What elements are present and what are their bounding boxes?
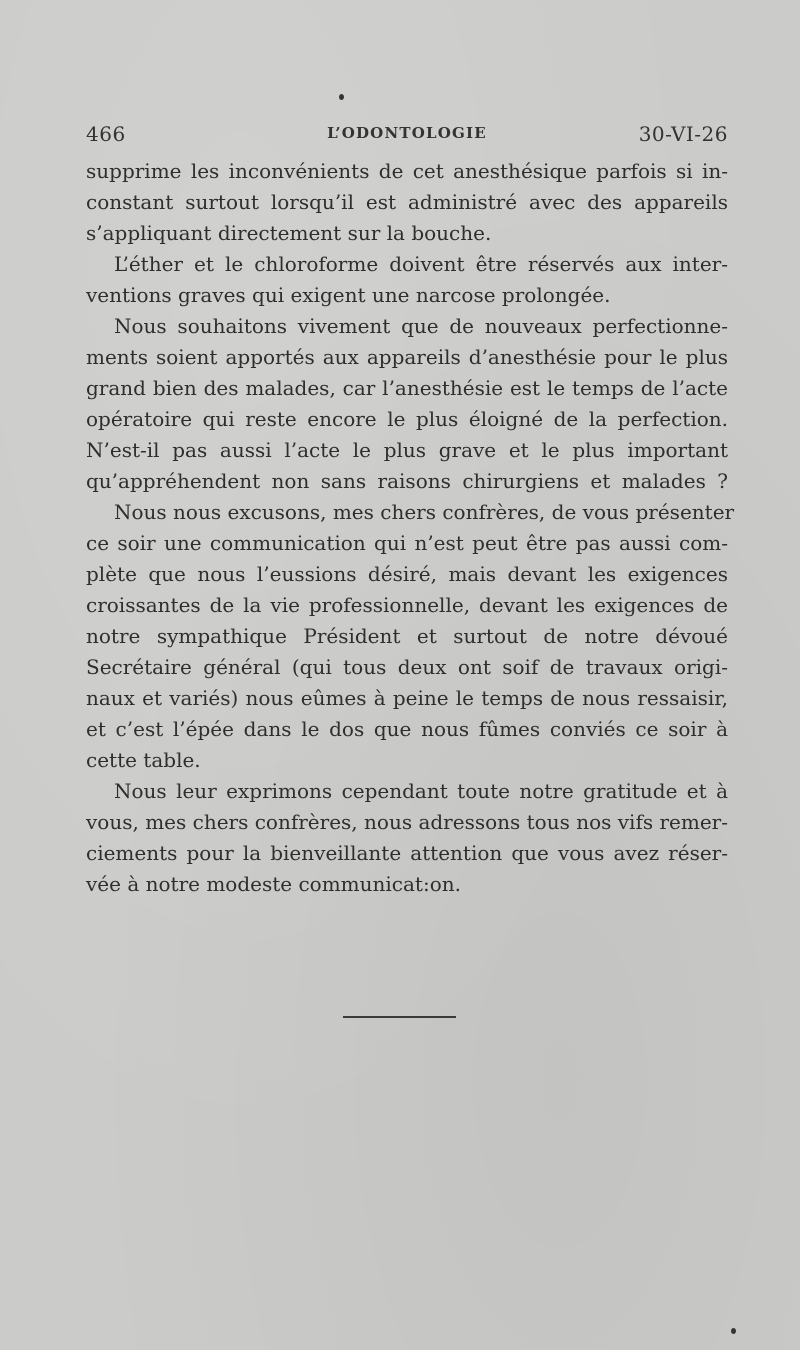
text-line: s’appliquant directement sur la bouche. [86,221,492,245]
text-line: notre sympathique Président et surtout de notre dévoué [86,624,728,648]
text-line: croissantes de la vie professionnelle, devant les exigences de [86,593,728,617]
text-line: L’éther et le chloroforme doivent être réservés aux inter- [114,252,728,276]
text-line: opératoire qui reste encore le plus éloigné de la perfection. [86,407,728,431]
text-line: constant surtout lorsqu’il est administré avec des appareils [86,190,728,214]
text-line: N’est-il pas aussi l’acte le plus grave et le plus important [86,438,728,462]
text-line: cette table. [86,748,201,772]
closing-rule [343,1016,456,1018]
text-line: ciements pour la bienveillante attention que vous avez réser- [86,841,728,865]
text-line: Secrétaire général (qui tous deux ont soif de travaux origi- [86,655,728,679]
text-line: ce soir une communication qui n’est peut être pas aussi com- [86,531,728,555]
journal-title: L’ODONTOLOGIE [327,124,487,142]
text-line: supprime les inconvénients de cet anesthésique parfois si in- [86,159,728,183]
text-line: vous, mes chers confrères, nous adressons tous nos vifs remer- [86,810,728,834]
text-line: grand bien des malades, car l’anesthésie est le temps de l’acte [86,376,728,400]
text-line: Nous nous excusons, mes chers confrères, de vous présenter [114,500,735,524]
text-line: ventions graves qui exigent une narcose prolongée. [86,283,611,307]
issue-date: 30-VI-26 [638,122,728,146]
ink-speck [339,94,344,100]
article-body [86,156,735,900]
running-head [86,122,728,150]
text-line: vée à notre modeste communicat:on. [86,872,461,896]
text-line: Nous souhaitons vivement que de nouveaux perfectionne- [114,314,728,338]
text-line: Nous leur exprimons cependant toute notre gratitude et à [114,779,728,803]
ink-speck [731,1328,736,1334]
text-line: qu’appréhendent non sans raisons chirurgiens et malades ? [86,469,728,493]
text-line: plète que nous l’eussions désiré, mais devant les exigences [86,562,728,586]
text-line: et c’est l’épée dans le dos que nous fûmes conviés ce soir à [86,717,728,741]
text-line: ments soient apportés aux appareils d’anesthésie pour le plus [86,345,728,369]
page-number: 466 [86,122,126,146]
text-line: naux et variés) nous eûmes à peine le temps de nous ressaisir, [86,686,728,710]
